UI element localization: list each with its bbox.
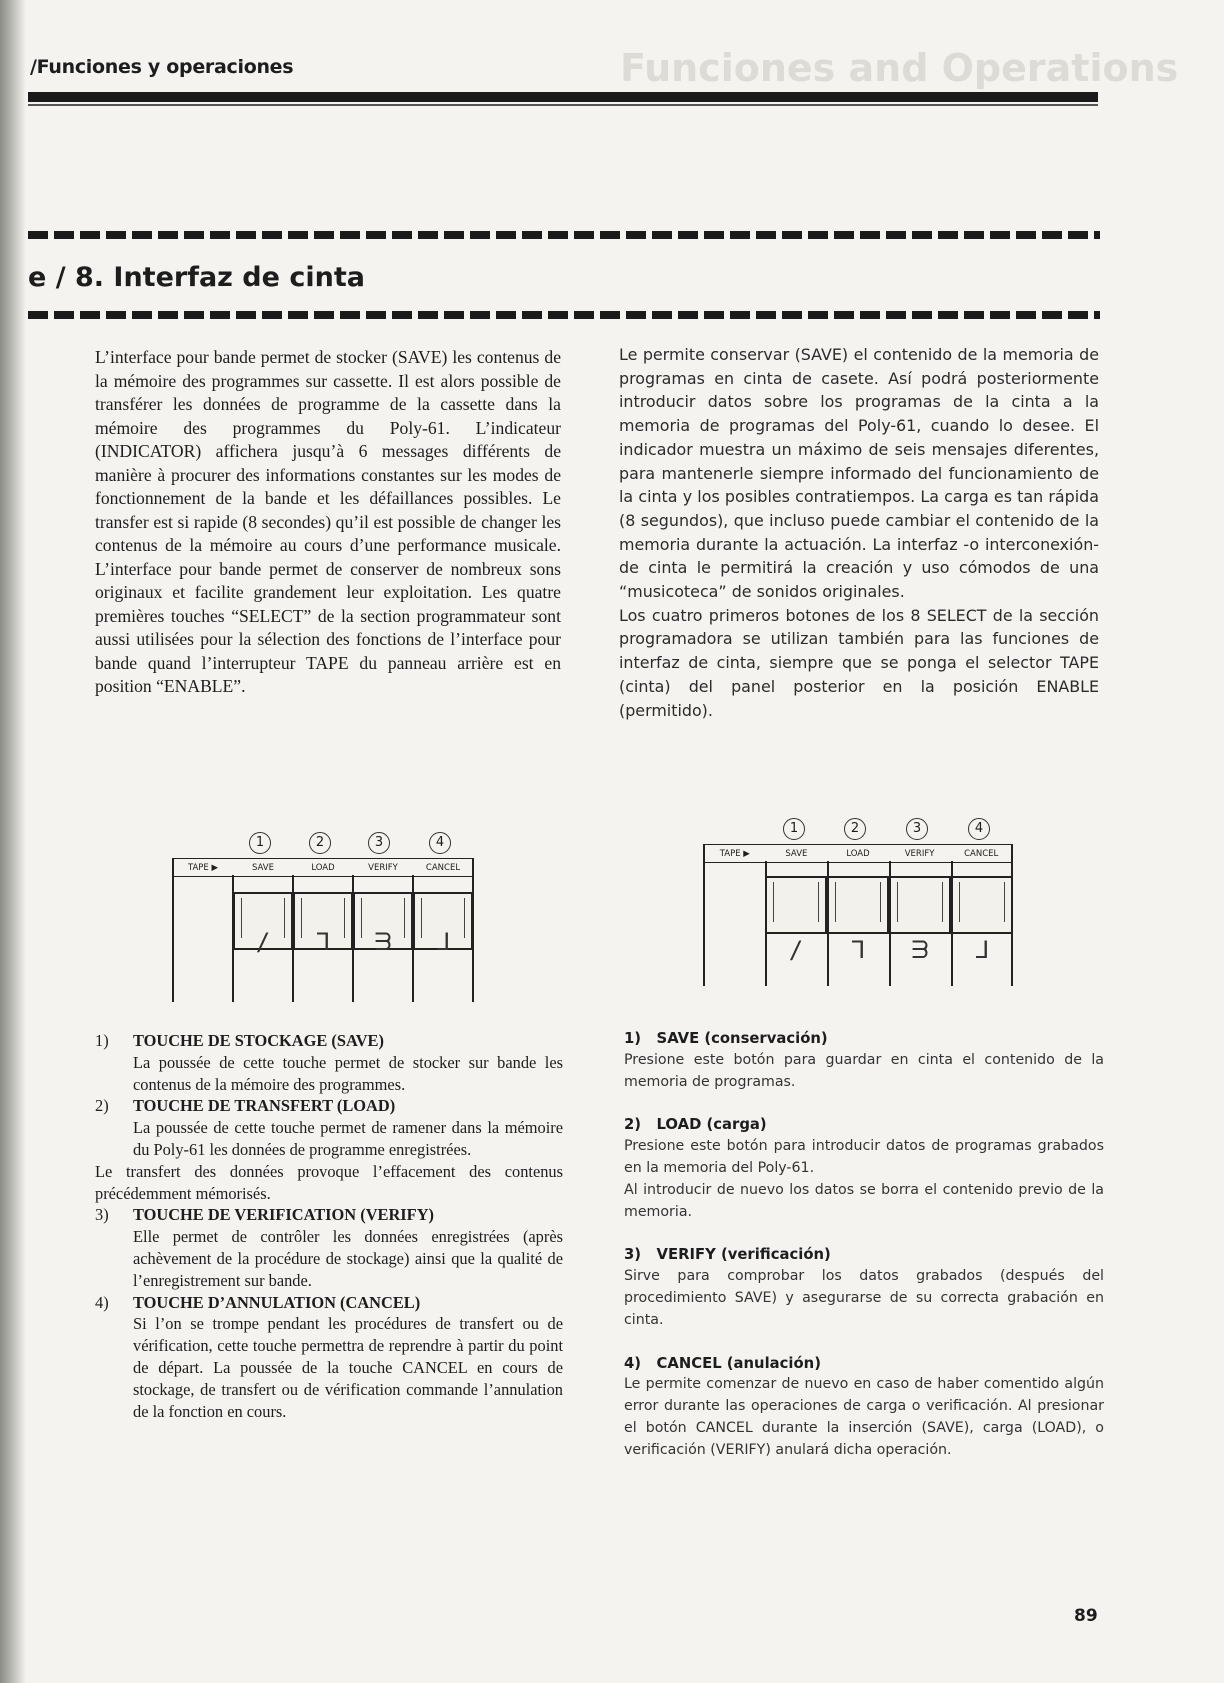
item-heading: SAVE (conservación) <box>656 1030 828 1047</box>
tape-label: TAPE ▶ <box>187 862 219 873</box>
key-label-2: ᒣ <box>850 936 866 964</box>
header-title: /Funciones y operaciones <box>30 56 294 78</box>
key-label-3: ᗱ <box>374 928 392 956</box>
intro-spanish-p1: Le permite conservar (SAVE) el contenido de la memoria de programas en cinta de casete. Así podrá posteriormente introducir datos sobre los programas de la cinta a la memoria de programas del Poly-61, cuando lo desee. El indicador muestra un máximo de seis mensajes diferentes, para mantenerle siempre informado del funcionamiento de la cinta y los posibles contratiempos. La carga es tan rápida (8 segundos), que incluso puede cambiar el contenido de la memoria durante la actuación. La interfaz -o interconexión- de cinta le permitirá la creación y uso cómodos de una “musicoteca” de sonidos originales. <box>619 345 1099 602</box>
key-label-3: ᗱ <box>911 936 929 964</box>
item-heading: CANCEL (anulación) <box>656 1354 821 1372</box>
section-title: e / 8. Interfaz de cinta <box>28 262 365 293</box>
key-label-4: ᒧ <box>435 928 451 956</box>
panel-border-left <box>172 858 174 1002</box>
select-key-4 <box>951 876 1013 934</box>
transfer-note: Le transfert des données provoque l’effacement des contenus précédemment mémorisés. <box>95 1161 563 1203</box>
item-number: 2) <box>624 1116 642 1134</box>
select-key-3 <box>889 876 951 934</box>
panel-number-1: 1 <box>783 818 805 840</box>
item-body: La poussée de cette touche permet de ramener dans la mémoire du Poly-61 les données de programme enregistrées. <box>133 1118 563 1159</box>
item-heading: LOAD (carga) <box>656 1116 767 1134</box>
item-heading: TOUCHE DE TRANSFERT (LOAD) <box>133 1096 396 1116</box>
item-number: 1) <box>95 1031 109 1050</box>
item-number: 3) <box>95 1205 109 1225</box>
section-dash-top <box>28 231 1100 239</box>
list-item <box>624 1353 1104 1462</box>
item-number: 1) <box>624 1030 642 1047</box>
list-item <box>95 1292 563 1314</box>
item-body: Elle permet de contrôler les données enregistrées (après achèvement de la procédure de stockage) ainsi que la qualité de l’enregistrement sur bande. <box>133 1227 563 1290</box>
item-body: Presione este botón para introducir datos de programas grabados en la memoria del Poly-61. <box>624 1138 1104 1176</box>
header-ghost-text: Funciones and Operations <box>620 46 1179 90</box>
list-item <box>624 1114 1104 1223</box>
intro-french-text: L’interface pour bande permet de stocker (SAVE) les contenus de la mémoire des programmes sur cassette. Il est alors possible de transférer les données de programme de la cassette dans la mémoire des programmes du Poly-61. L’indicateur (INDICATOR) affichera jusqu’à 6 messages différents de manière à procurer des informations constantes sur les modes de fonctionnement de la bande et les défaillances possibles. Le transfer est si rapide (8 secondes) qu’il est possible de changer les contenus de la mémoire au cours d’une performance musicale. L’interface pour bande permet de conserver de nombreux sons originaux et facilite grandement leur exploitation. Les quatre premières touches “SELECT” de la section programmateur sont aussi utilisées pour la sélection des fonctions de l’interface pour bande quand l’interrupteur TAPE du panneau arrière est en position “ENABLE”. <box>95 347 561 696</box>
key-label-1: / <box>255 928 271 956</box>
page-number: 89 <box>1074 1606 1098 1626</box>
function-save-label: SAVE <box>251 862 274 873</box>
item-number: 3) <box>624 1246 642 1264</box>
panel-number-2: 2 <box>309 832 331 854</box>
select-key-1 <box>765 876 827 934</box>
tape-panel-diagram-right <box>703 818 1013 986</box>
key-label-4: ᒧ <box>974 936 990 964</box>
function-cancel-label: CANCEL <box>964 848 999 859</box>
tape-panel-diagram-left <box>172 832 474 1002</box>
list-item <box>624 1028 1104 1093</box>
panel-border-left <box>703 844 705 986</box>
panel-number-1: 1 <box>249 832 271 854</box>
item-heading: TOUCHE D’ANNULATION (CANCEL) <box>133 1292 421 1312</box>
function-verify-label: VERIFY <box>904 848 935 859</box>
item-body: Si l’on se trompe pendant les procédures de transfert ou de vérification, cette touche permettra de reprendre à partir du point de départ. La poussée de la touche CANCEL en cours de stockage, de transfert ou de vérification commande l’annulation de la fonction en cours. <box>133 1314 563 1421</box>
item-number: 4) <box>624 1354 642 1372</box>
item-body: Presione este botón para guardar en cinta el contenido de la memoria de programas. <box>624 1051 1104 1090</box>
item-heading: TOUCHE DE VERIFICATION (VERIFY) <box>133 1205 434 1225</box>
key-label-2: ᒣ <box>315 928 331 956</box>
item-body: Le permite comenzar de nuevo en caso de haber comentido algún error durante las operaciones de carga o verificación. Al presionar el botón CANCEL durante la inserción (SAVE), carga (LOAD), o verificación (VERIFY) anulará dicha operación. <box>624 1376 1104 1458</box>
item-body: La poussée de cette touche permet de stocker sur bande les contenus de la mémoire des programmes. <box>133 1052 563 1094</box>
item-number: 4) <box>95 1292 109 1312</box>
panel-number-3: 3 <box>906 818 928 840</box>
header-rule-thin <box>28 104 1098 106</box>
function-strip <box>703 844 1013 863</box>
select-key-2 <box>827 876 889 934</box>
french-function-list <box>95 1030 563 1422</box>
panel-number-4: 4 <box>968 818 990 840</box>
key-label-1: / <box>788 936 804 964</box>
function-strip <box>172 858 474 877</box>
function-cancel-label: CANCEL <box>425 862 461 873</box>
tape-label: TAPE ▶ <box>719 848 750 859</box>
function-load-label: LOAD <box>846 848 870 859</box>
item-body: Sirve para comprobar los datos grabados (después del procedimiento SAVE) y asegurarse de su correcta grabación en cinta. <box>624 1268 1104 1328</box>
intro-french <box>95 346 561 699</box>
spanish-function-list <box>624 1028 1104 1483</box>
intro-spanish <box>619 343 1099 722</box>
list-item <box>95 1204 563 1226</box>
intro-spanish-p2: Los cuatro primeros botones de los 8 SELECT de la sección programadora se utilizan también para las funciones de interfaz de cinta, siempre que se ponga el selector TAPE (cinta) del panel posterior en la posición ENABLE (permitido). <box>619 605 1099 720</box>
item-heading: VERIFY (verificación) <box>656 1246 831 1264</box>
panel-number-4: 4 <box>429 832 451 854</box>
function-save-label: SAVE <box>785 848 808 859</box>
item-body-2: Al introducir de nuevo los datos se borra el contenido previo de la memoria. <box>624 1181 1104 1220</box>
header-rule <box>28 92 1098 102</box>
panel-number-3: 3 <box>368 832 390 854</box>
function-verify-label: VERIFY <box>368 862 398 873</box>
page-binding-shadow <box>0 0 26 1683</box>
panel-number-2: 2 <box>844 818 866 840</box>
section-dash-bottom <box>28 311 1100 319</box>
list-item <box>95 1030 563 1052</box>
list-item <box>624 1244 1104 1331</box>
item-heading: TOUCHE DE STOCKAGE (SAVE) <box>133 1031 384 1050</box>
function-load-label: LOAD <box>311 862 335 873</box>
list-item <box>95 1095 563 1117</box>
item-number: 2) <box>95 1096 109 1116</box>
